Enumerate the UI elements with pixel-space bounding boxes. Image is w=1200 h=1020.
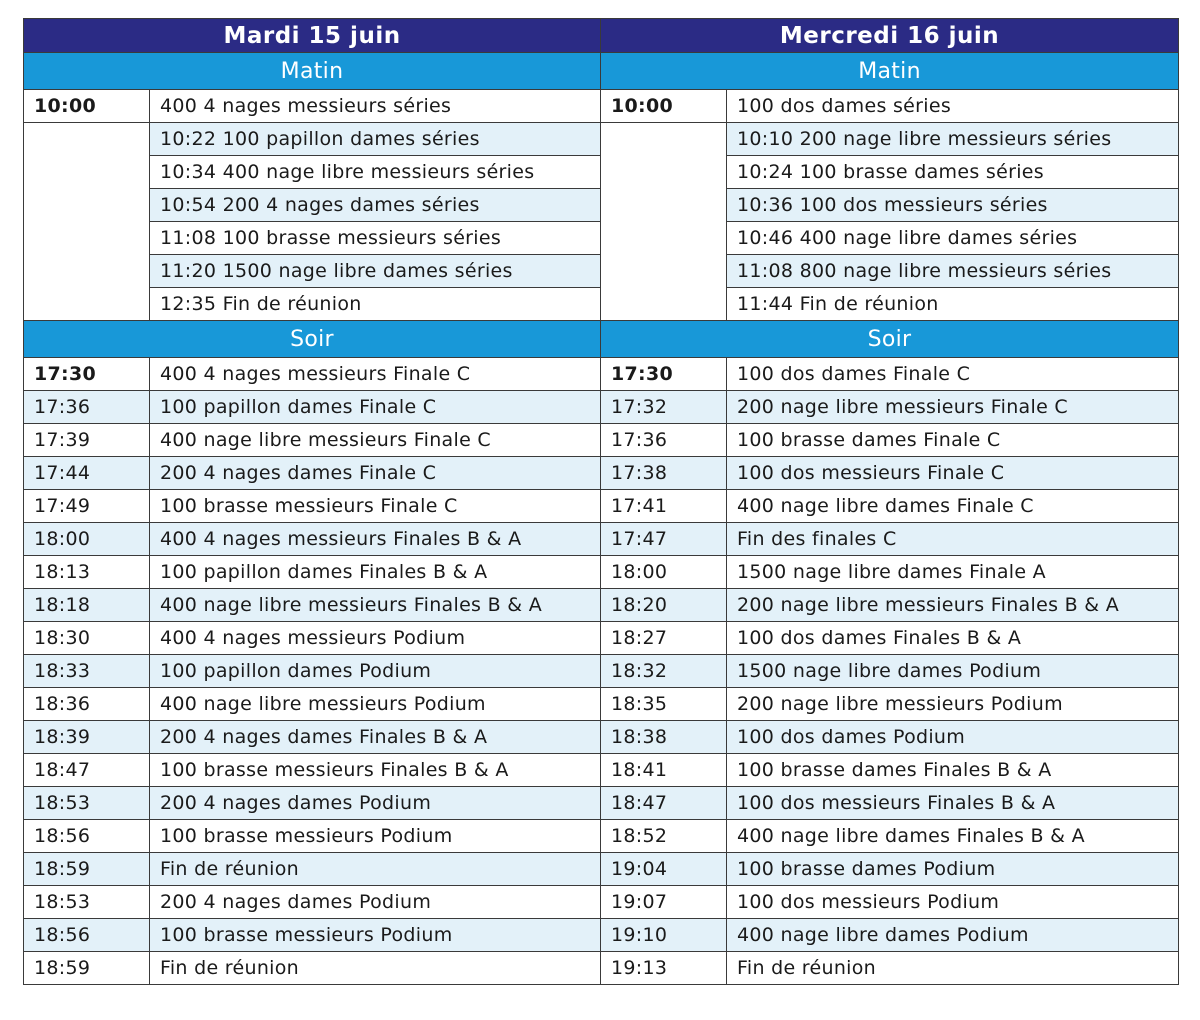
morning-event: 12:35 Fin de réunion xyxy=(150,288,601,321)
event-time: 17:38 xyxy=(601,457,727,490)
event-time: 17:36 xyxy=(601,424,727,457)
event-time: 17:49 xyxy=(24,490,150,523)
event-time: 17:41 xyxy=(601,490,727,523)
morning-event: 10:10 200 nage libre messieurs séries xyxy=(727,123,1179,156)
event-name: 400 4 nages messieurs Finales B & A xyxy=(150,523,601,556)
evening-row xyxy=(24,853,1179,886)
morning-spacer xyxy=(24,123,150,321)
session-header-evening: Soir xyxy=(601,321,1179,358)
event-time: 19:10 xyxy=(601,919,727,952)
event-name: 100 brasse messieurs Podium xyxy=(150,919,601,952)
event-time: 18:35 xyxy=(601,688,727,721)
event-name: 400 nage libre dames Finales B & A xyxy=(727,820,1179,853)
event-time: 19:04 xyxy=(601,853,727,886)
event-time: 17:44 xyxy=(24,457,150,490)
evening-row xyxy=(24,688,1179,721)
morning-event: 11:08 100 brasse messieurs séries xyxy=(150,222,601,255)
morning-start-event: 400 4 nages messieurs séries xyxy=(150,90,601,123)
event-name: 100 brasse messieurs Finale C xyxy=(150,490,601,523)
session-header-evening: Soir xyxy=(24,321,601,358)
event-time: 17:30 xyxy=(601,358,727,391)
event-time: 17:32 xyxy=(601,391,727,424)
event-name: 100 dos dames Podium xyxy=(727,721,1179,754)
event-time: 18:56 xyxy=(24,919,150,952)
event-name: 100 brasse dames Finale C xyxy=(727,424,1179,457)
morning-event: 10:36 100 dos messieurs séries xyxy=(727,189,1179,222)
evening-row xyxy=(24,787,1179,820)
morning-event: 11:20 1500 nage libre dames séries xyxy=(150,255,601,288)
day-header-wednesday: Mercredi 16 juin xyxy=(601,19,1179,53)
event-name: 200 4 nages dames Podium xyxy=(150,787,601,820)
morning-event: 10:24 100 brasse dames séries xyxy=(727,156,1179,189)
event-time: 18:53 xyxy=(24,787,150,820)
evening-row xyxy=(24,721,1179,754)
event-name: 100 dos dames Finale C xyxy=(727,358,1179,391)
event-name: 100 brasse messieurs Podium xyxy=(150,820,601,853)
event-name: 400 nage libre messieurs Finales B & A xyxy=(150,589,601,622)
morning-row xyxy=(24,123,1179,156)
event-time: 18:36 xyxy=(24,688,150,721)
event-name: 200 nage libre messieurs Finale C xyxy=(727,391,1179,424)
evening-row xyxy=(24,754,1179,787)
event-name: 100 papillon dames Podium xyxy=(150,655,601,688)
event-name: 200 4 nages dames Finales B & A xyxy=(150,721,601,754)
event-time: 18:00 xyxy=(24,523,150,556)
event-name: 400 4 nages messieurs Finale C xyxy=(150,358,601,391)
evening-row xyxy=(24,391,1179,424)
evening-row xyxy=(24,424,1179,457)
event-time: 18:39 xyxy=(24,721,150,754)
event-time: 18:38 xyxy=(601,721,727,754)
event-name: Fin de réunion xyxy=(150,952,601,985)
event-time: 18:59 xyxy=(24,952,150,985)
event-time: 18:47 xyxy=(24,754,150,787)
morning-start-time: 10:00 xyxy=(24,90,150,123)
event-name: 100 papillon dames Finales B & A xyxy=(150,556,601,589)
evening-row xyxy=(24,952,1179,985)
event-name: 100 brasse dames Podium xyxy=(727,853,1179,886)
day-header-tuesday: Mardi 15 juin xyxy=(24,19,601,53)
event-time: 17:36 xyxy=(24,391,150,424)
event-time: 17:39 xyxy=(24,424,150,457)
event-name: 100 dos messieurs Finales B & A xyxy=(727,787,1179,820)
evening-row xyxy=(24,589,1179,622)
event-name: 400 nage libre dames Finale C xyxy=(727,490,1179,523)
event-time: 18:59 xyxy=(24,853,150,886)
event-name: 400 nage libre dames Podium xyxy=(727,919,1179,952)
session-header-morning: Matin xyxy=(601,53,1179,90)
evening-row xyxy=(24,358,1179,391)
event-time: 18:27 xyxy=(601,622,727,655)
event-time: 18:41 xyxy=(601,754,727,787)
event-name: 400 nage libre messieurs Podium xyxy=(150,688,601,721)
event-name: 1500 nage libre dames Finale A xyxy=(727,556,1179,589)
event-name: Fin des finales C xyxy=(727,523,1179,556)
event-time: 19:13 xyxy=(601,952,727,985)
event-time: 18:52 xyxy=(601,820,727,853)
morning-start-time: 10:00 xyxy=(601,90,727,123)
event-name: 100 dos dames Finales B & A xyxy=(727,622,1179,655)
event-name: 200 4 nages dames Podium xyxy=(150,886,601,919)
evening-row xyxy=(24,490,1179,523)
morning-event: 10:46 400 nage libre dames séries xyxy=(727,222,1179,255)
morning-event: 11:08 800 nage libre messieurs séries xyxy=(727,255,1179,288)
event-time: 18:18 xyxy=(24,589,150,622)
event-name: 100 dos messieurs Podium xyxy=(727,886,1179,919)
evening-row xyxy=(24,523,1179,556)
event-time: 18:00 xyxy=(601,556,727,589)
morning-spacer xyxy=(601,123,727,321)
event-time: 18:30 xyxy=(24,622,150,655)
session-header-morning: Matin xyxy=(24,53,601,90)
event-name: Fin de réunion xyxy=(727,952,1179,985)
morning-event: 11:44 Fin de réunion xyxy=(727,288,1179,321)
event-name: 400 4 nages messieurs Podium xyxy=(150,622,601,655)
evening-row xyxy=(24,655,1179,688)
event-time: 19:07 xyxy=(601,886,727,919)
morning-event: 10:22 100 papillon dames séries xyxy=(150,123,601,156)
event-time: 17:30 xyxy=(24,358,150,391)
schedule-table xyxy=(23,18,1179,985)
event-name: 1500 nage libre dames Podium xyxy=(727,655,1179,688)
session-header-row xyxy=(24,321,1179,358)
event-time: 18:53 xyxy=(24,886,150,919)
morning-start-event: 100 dos dames séries xyxy=(727,90,1179,123)
event-time: 18:56 xyxy=(24,820,150,853)
event-time: 18:20 xyxy=(601,589,727,622)
event-name: Fin de réunion xyxy=(150,853,601,886)
event-time: 18:13 xyxy=(24,556,150,589)
evening-row xyxy=(24,556,1179,589)
evening-row xyxy=(24,820,1179,853)
event-time: 17:47 xyxy=(601,523,727,556)
event-name: 400 nage libre messieurs Finale C xyxy=(150,424,601,457)
event-name: 200 4 nages dames Finale C xyxy=(150,457,601,490)
event-name: 100 brasse messieurs Finales B & A xyxy=(150,754,601,787)
morning-event: 10:34 400 nage libre messieurs séries xyxy=(150,156,601,189)
event-time: 18:33 xyxy=(24,655,150,688)
evening-row xyxy=(24,622,1179,655)
evening-row xyxy=(24,886,1179,919)
event-name: 100 papillon dames Finale C xyxy=(150,391,601,424)
evening-row xyxy=(24,919,1179,952)
event-time: 18:47 xyxy=(601,787,727,820)
event-name: 100 brasse dames Finales B & A xyxy=(727,754,1179,787)
event-name: 200 nage libre messieurs Finales B & A xyxy=(727,589,1179,622)
event-name: 100 dos messieurs Finale C xyxy=(727,457,1179,490)
event-time: 18:32 xyxy=(601,655,727,688)
event-name: 200 nage libre messieurs Podium xyxy=(727,688,1179,721)
morning-event: 10:54 200 4 nages dames séries xyxy=(150,189,601,222)
evening-row xyxy=(24,457,1179,490)
